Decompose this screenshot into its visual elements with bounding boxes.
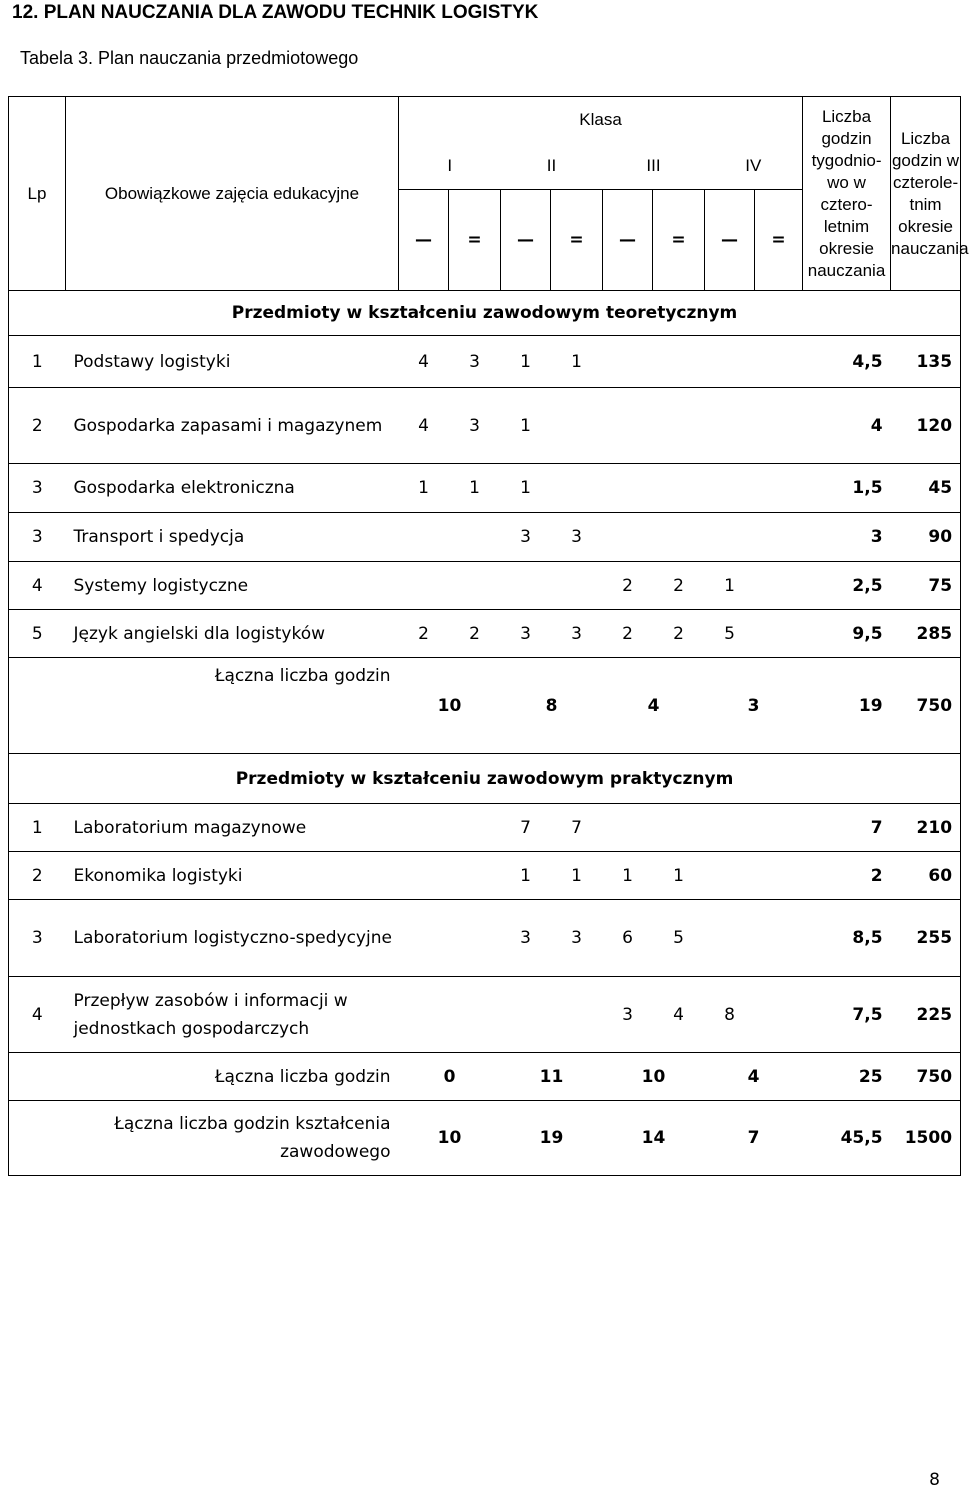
row-weekly-hours: 8,5: [803, 900, 891, 977]
row-semester-hours: 2: [653, 610, 705, 658]
row-semester-hours: [449, 562, 501, 610]
row-subject-name: Gospodarka elektroniczna: [66, 464, 399, 513]
row-semester-hours: 2: [603, 562, 653, 610]
header-weekly-hours: Liczba godzin tygodnio-wo w cztero-letnim okresie nauczania: [803, 97, 891, 291]
row-semester-hours: [705, 388, 755, 464]
header-semester-mark: =: [653, 190, 705, 291]
total-class-hours: 10: [399, 1101, 501, 1176]
row-semester-hours: [399, 852, 449, 900]
row-semester-hours: 5: [705, 610, 755, 658]
total-label: Łączna liczba godzin: [9, 658, 399, 754]
total-class-hours: 19: [501, 1101, 603, 1176]
row-semester-hours: 4: [399, 336, 449, 388]
total-row: [9, 1101, 961, 1176]
row-semester-hours: [551, 977, 603, 1053]
table-row: [9, 852, 961, 900]
header-class: IV: [745, 155, 762, 175]
row-semester-hours: [449, 513, 501, 562]
row-semester-hours: 2: [449, 610, 501, 658]
row-semester-hours: [705, 900, 755, 977]
row-semester-hours: 7: [501, 804, 551, 852]
total-label: Łączna liczba godzin: [9, 1053, 399, 1101]
header-semester-mark: —: [501, 190, 551, 291]
table-row: [9, 977, 961, 1053]
row-total-hours: 210: [891, 804, 961, 852]
row-semester-hours: 2: [653, 562, 705, 610]
row-total-hours: 90: [891, 513, 961, 562]
row-lp: 2: [9, 388, 66, 464]
total-weekly-hours: 45,5: [803, 1101, 891, 1176]
row-semester-hours: [551, 464, 603, 513]
row-subject-name: Gospodarka zapasami i magazynem: [66, 388, 399, 464]
section-practice-heading: Przedmioty w kształceniu zawodowym praktycznym: [9, 754, 961, 804]
row-semester-hours: [755, 464, 803, 513]
table-row: [9, 804, 961, 852]
total-class-hours: 4: [603, 658, 705, 754]
row-semester-hours: 3: [449, 336, 501, 388]
row-lp: 1: [9, 336, 66, 388]
header-class: I: [447, 155, 453, 175]
table-caption: Tabela 3. Plan nauczania przedmiotowego: [20, 48, 359, 68]
row-lp: 4: [9, 562, 66, 610]
header-semester-mark: —: [705, 190, 755, 291]
row-semester-hours: [705, 513, 755, 562]
row-semester-hours: 1: [449, 464, 501, 513]
row-semester-hours: 3: [501, 900, 551, 977]
header-class: II: [546, 155, 557, 175]
row-subject-name: Ekonomika logistyki: [66, 852, 399, 900]
row-semester-hours: [551, 388, 603, 464]
row-semester-hours: [603, 464, 653, 513]
row-weekly-hours: 2: [803, 852, 891, 900]
row-semester-hours: 7: [551, 804, 603, 852]
row-semester-hours: 1: [551, 852, 603, 900]
row-subject-name: Laboratorium logistyczno-spedycyjne: [66, 900, 399, 977]
row-semester-hours: [449, 900, 501, 977]
row-semester-hours: 3: [449, 388, 501, 464]
page-number: 8: [929, 1470, 940, 1490]
total-class-hours: 4: [705, 1053, 803, 1101]
row-semester-hours: [705, 852, 755, 900]
row-semester-hours: [653, 336, 705, 388]
header-semester-mark: —: [603, 190, 653, 291]
row-semester-hours: [449, 804, 501, 852]
header-semester-mark: =: [551, 190, 603, 291]
total-class-hours: 10: [603, 1053, 705, 1101]
row-semester-hours: [705, 464, 755, 513]
row-total-hours: 60: [891, 852, 961, 900]
total-weekly-hours: 19: [803, 658, 891, 754]
total-total-hours: 750: [891, 658, 961, 754]
row-total-hours: 225: [891, 977, 961, 1053]
table-row: [9, 513, 961, 562]
row-semester-hours: [755, 977, 803, 1053]
row-weekly-hours: 9,5: [803, 610, 891, 658]
row-semester-hours: [755, 513, 803, 562]
row-total-hours: 285: [891, 610, 961, 658]
row-weekly-hours: 3: [803, 513, 891, 562]
row-semester-hours: 1: [399, 464, 449, 513]
teaching-plan-table: [8, 96, 969, 1176]
row-semester-hours: 3: [551, 900, 603, 977]
table-row: [9, 562, 961, 610]
row-total-hours: 120: [891, 388, 961, 464]
row-semester-hours: [449, 852, 501, 900]
row-semester-hours: [399, 513, 449, 562]
row-semester-hours: 3: [501, 513, 551, 562]
total-class-hours: 8: [501, 658, 603, 754]
row-semester-hours: 4: [399, 388, 449, 464]
total-class-hours: 3: [705, 658, 803, 754]
header-semester-mark: —: [399, 190, 449, 291]
total-row: [9, 658, 961, 754]
total-class-hours: 10: [399, 658, 501, 754]
total-total-hours: 750: [891, 1053, 961, 1101]
row-weekly-hours: 2,5: [803, 562, 891, 610]
row-semester-hours: 1: [705, 562, 755, 610]
table-row: [9, 900, 961, 977]
total-class-hours: 14: [603, 1101, 705, 1176]
row-subject-name: Transport i spedycja: [66, 513, 399, 562]
row-subject-name: Systemy logistyczne: [66, 562, 399, 610]
row-semester-hours: [653, 513, 705, 562]
row-weekly-hours: 1,5: [803, 464, 891, 513]
row-semester-hours: 1: [501, 464, 551, 513]
row-semester-hours: 3: [603, 977, 653, 1053]
row-weekly-hours: 4: [803, 388, 891, 464]
row-semester-hours: 1: [501, 852, 551, 900]
row-semester-hours: [755, 610, 803, 658]
row-weekly-hours: 7: [803, 804, 891, 852]
row-total-hours: 45: [891, 464, 961, 513]
row-semester-hours: [755, 562, 803, 610]
row-semester-hours: [449, 977, 501, 1053]
row-semester-hours: [603, 513, 653, 562]
row-subject-name: Przepływ zasobów i informacji w jednostkach gospodarczych: [66, 977, 399, 1053]
row-weekly-hours: 7,5: [803, 977, 891, 1053]
row-lp: 3: [9, 900, 66, 977]
row-semester-hours: 5: [653, 900, 705, 977]
row-semester-hours: 6: [603, 900, 653, 977]
row-total-hours: 135: [891, 336, 961, 388]
row-semester-hours: [399, 804, 449, 852]
row-semester-hours: 1: [501, 388, 551, 464]
row-semester-hours: [755, 900, 803, 977]
row-semester-hours: 2: [603, 610, 653, 658]
row-lp: 2: [9, 852, 66, 900]
row-semester-hours: [399, 562, 449, 610]
row-lp: 4: [9, 977, 66, 1053]
row-semester-hours: 3: [501, 610, 551, 658]
row-semester-hours: 4: [653, 977, 705, 1053]
total-row: [9, 1053, 961, 1101]
total-label: Łączna liczba godzin kształcenia zawodowego: [9, 1101, 399, 1176]
row-subject-name: Laboratorium magazynowe: [66, 804, 399, 852]
row-semester-hours: [755, 804, 803, 852]
row-lp: 1: [9, 804, 66, 852]
table-row: [9, 336, 961, 388]
row-semester-hours: [653, 804, 705, 852]
row-weekly-hours: 4,5: [803, 336, 891, 388]
row-semester-hours: [399, 900, 449, 977]
row-semester-hours: [705, 336, 755, 388]
header-class: III: [646, 155, 661, 175]
row-semester-hours: [603, 804, 653, 852]
row-semester-hours: [603, 336, 653, 388]
header-total-hours: Liczba godzin w czterole-tnim okresie nauczania: [891, 97, 961, 291]
row-semester-hours: 1: [551, 336, 603, 388]
table-row: [9, 388, 961, 464]
total-weekly-hours: 25: [803, 1053, 891, 1101]
section-theory-heading: Przedmioty w kształceniu zawodowym teoretycznym: [9, 291, 961, 336]
row-semester-hours: 1: [501, 336, 551, 388]
header-subject: Obowiązkowe zajęcia edukacyjne: [66, 97, 399, 291]
row-semester-hours: 2: [399, 610, 449, 658]
total-class-hours: 0: [399, 1053, 501, 1101]
row-semester-hours: [653, 388, 705, 464]
row-semester-hours: [603, 388, 653, 464]
row-semester-hours: [705, 804, 755, 852]
row-subject-name: Podstawy logistyki: [66, 336, 399, 388]
row-semester-hours: [755, 388, 803, 464]
row-semester-hours: 1: [653, 852, 705, 900]
row-semester-hours: [755, 336, 803, 388]
row-semester-hours: 3: [551, 610, 603, 658]
row-semester-hours: [501, 562, 551, 610]
row-total-hours: 255: [891, 900, 961, 977]
row-lp: 5: [9, 610, 66, 658]
row-semester-hours: 8: [705, 977, 755, 1053]
row-semester-hours: [653, 464, 705, 513]
row-lp: 3: [9, 464, 66, 513]
header-klasa: Klasa: [399, 97, 803, 143]
document-heading: 12. PLAN NAUCZANIA DLA ZAWODU TECHNIK LOGISTYK: [12, 2, 539, 23]
row-semester-hours: [755, 852, 803, 900]
total-class-hours: 11: [501, 1053, 603, 1101]
row-semester-hours: [399, 977, 449, 1053]
row-semester-hours: [501, 977, 551, 1053]
row-semester-hours: 3: [551, 513, 603, 562]
header-semester-mark: =: [449, 190, 501, 291]
table-row: [9, 464, 961, 513]
header-semester-mark: =: [755, 190, 803, 291]
row-semester-hours: 1: [603, 852, 653, 900]
row-lp: 3: [9, 513, 66, 562]
table-row: [9, 610, 961, 658]
total-class-hours: 7: [705, 1101, 803, 1176]
row-total-hours: 75: [891, 562, 961, 610]
row-semester-hours: [551, 562, 603, 610]
total-total-hours: 1500: [891, 1101, 961, 1176]
row-subject-name: Język angielski dla logistyków: [66, 610, 399, 658]
header-lp: Lp: [9, 97, 66, 291]
